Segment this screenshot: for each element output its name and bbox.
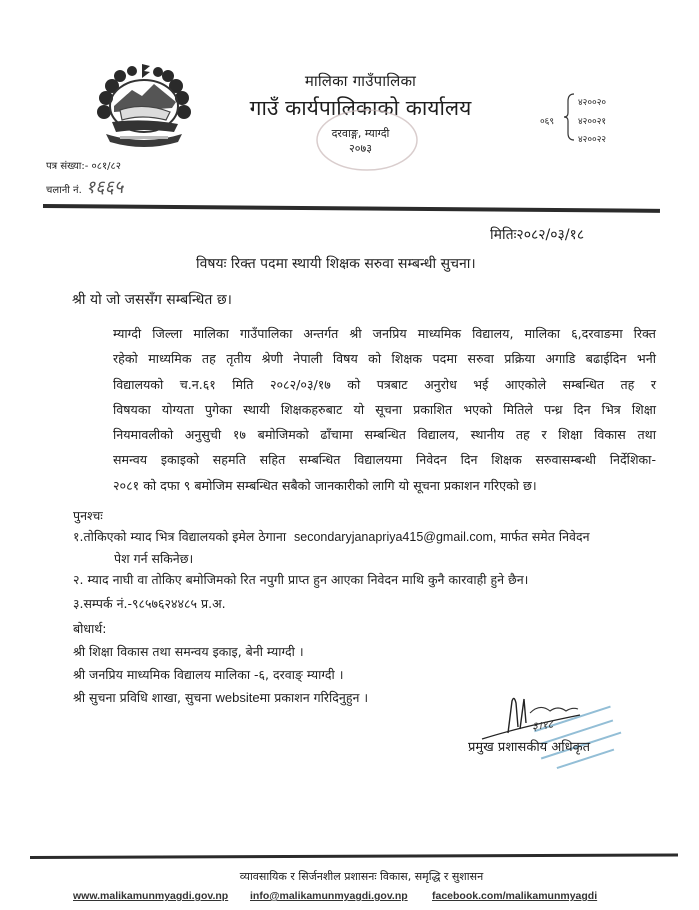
body-line: म्याग्दी जिल्ला मालिका गाउँपालिका अन्तर्गत श्री जनप्रिय माध्यमिक विद्यालय, मालिका ६,दरवाङमा रिक्त [113,326,656,341]
body-line: विद्यालयको च.न.६१ मिति २०८२/०३/१७ को पत्रबाट अनुरोध भई आएकोले सम्बन्धित तह र [113,376,656,392]
body-line: रहेको माध्यमिक तह तृतीय श्रेणी नेपाली विषय को शिक्षक पदमा सरुवा प्रक्रिया अगाडि बढाईदिन भनी [113,351,656,367]
postscript-item-3: ३.सम्पर्क नं.-९८५७६२४४८५ प्र.अ. [73,596,226,611]
cc-item-3-suffix: मा प्रकाशन गरिदिनुहुन । [259,690,369,705]
postscript-item-1-continued: पेश गर्न सकिनेछ। [114,551,194,566]
footer-email-link[interactable]: info@malikamunmyagdi.gov.np [250,890,408,902]
postscript-item-1-suffix: मार्फत समेत निवेदन [500,529,590,544]
phone-number-3: ४२००२२ [578,135,607,145]
dispatch-label: चलानी नं. [46,185,82,196]
postscript-item-1-prefix: १.तोकिएको म्याद भित्र विद्यालयको इमेल ठेगाना [73,529,287,544]
brace-icon [563,93,575,141]
footer-divider [30,854,678,859]
cc-item-1: श्री शिक्षा विकास तथा समन्वय इकाइ, बेनी म्याग्दी । [73,644,304,659]
reference-number [46,158,121,172]
cc-item-3-website: website [215,690,260,705]
letter-subject: विषयः रिक्त पदमा स्थायी शिक्षक सरुवा सम्बन्धी सुचना। [196,256,476,272]
postscript-title: पुनश्चः [73,508,103,523]
postscript-item-1 [73,528,590,545]
signatory-title: प्रमुख प्रशासकीय अधिकृत [468,740,591,755]
footer-facebook-link[interactable]: facebook.com/malikamunmyagdi [432,890,598,902]
office-stamp-icon [308,102,426,172]
municipality-name: मालिका गाउँपालिका [304,72,417,90]
body-line: समन्वय इकाइको सहमति सहित सम्बन्धित विद्यालयमा निवेदन दिन शिक्षक सरुवासम्बन्धी निर्देशिका- [113,452,656,468]
cc-title: बोधार्थ: [73,621,107,636]
cc-item-3-prefix: श्री सुचना प्रविधि शाखा, सुचना [73,690,212,705]
letter-greeting: श्री यो जो जससँग सम्बन्धित छ। [72,292,232,308]
cc-item-3 [73,689,368,706]
reference-value: ०८१/८२ [91,161,121,172]
school-email-link[interactable]: secondaryjanapriya415@gmail.com, [294,530,497,544]
body-line: विषयका योग्यता पुगेका स्थायी शिक्षकहरुबाट यो सूचना प्रकाशित भएको मितिले पन्ध्र दिन भित्र शिक्षा [113,401,656,417]
dispatch-value: १६६५ [85,177,124,198]
phone-area-code: ०६९ [540,117,555,127]
postscript-item-2: २. म्याद नाघी वा तोकिए बमोजिमको रित नपुगी प्राप्त हुन आएका निवेदन माथि कुनै कारवाही हुने छैन। [73,572,529,587]
phone-number-2: ४२००२१ [578,117,607,127]
established-year: २०७३ [349,142,372,155]
reference-label: पत्र संख्या:- [46,161,89,172]
footer-motto: व्यावसायिक र सिर्जनशील प्रशासनः विकास, समृद्धि र सुशासन [239,870,484,883]
body-line: २०८१ को दफा ९ बमोजिम सम्बन्धित सबैको जानकारीको लागि यो सूचना प्रकाशन गरिएको छ। [113,477,537,493]
letter-date: मितिः२०८२/०३/१८ [490,227,585,243]
dispatch-number [46,175,123,199]
signature-handwritten-date: ३।१८ [531,717,554,733]
body-line: नियमावलीको अनुसुची १७ बमोजिमको ढाँचामा सम्बन्धित विद्यालय, स्थानीय तह र शिक्षा विकास तथा [113,427,656,443]
letter-body [113,321,656,498]
header-divider [43,204,660,213]
phone-number-1: ४२००२० [578,98,607,108]
office-name: गाउँ कार्यपालिकाको कार्यालय [249,96,472,120]
cc-item-2: श्री जनप्रिय माध्यमिक विद्यालय मालिका -६, दरवाङ् म्याग्दी । [73,667,344,682]
footer-website-link[interactable]: www.malikamunmyagdi.gov.np [73,890,229,902]
office-address: दरवाङ्ग, म्याग्दी [331,127,390,140]
